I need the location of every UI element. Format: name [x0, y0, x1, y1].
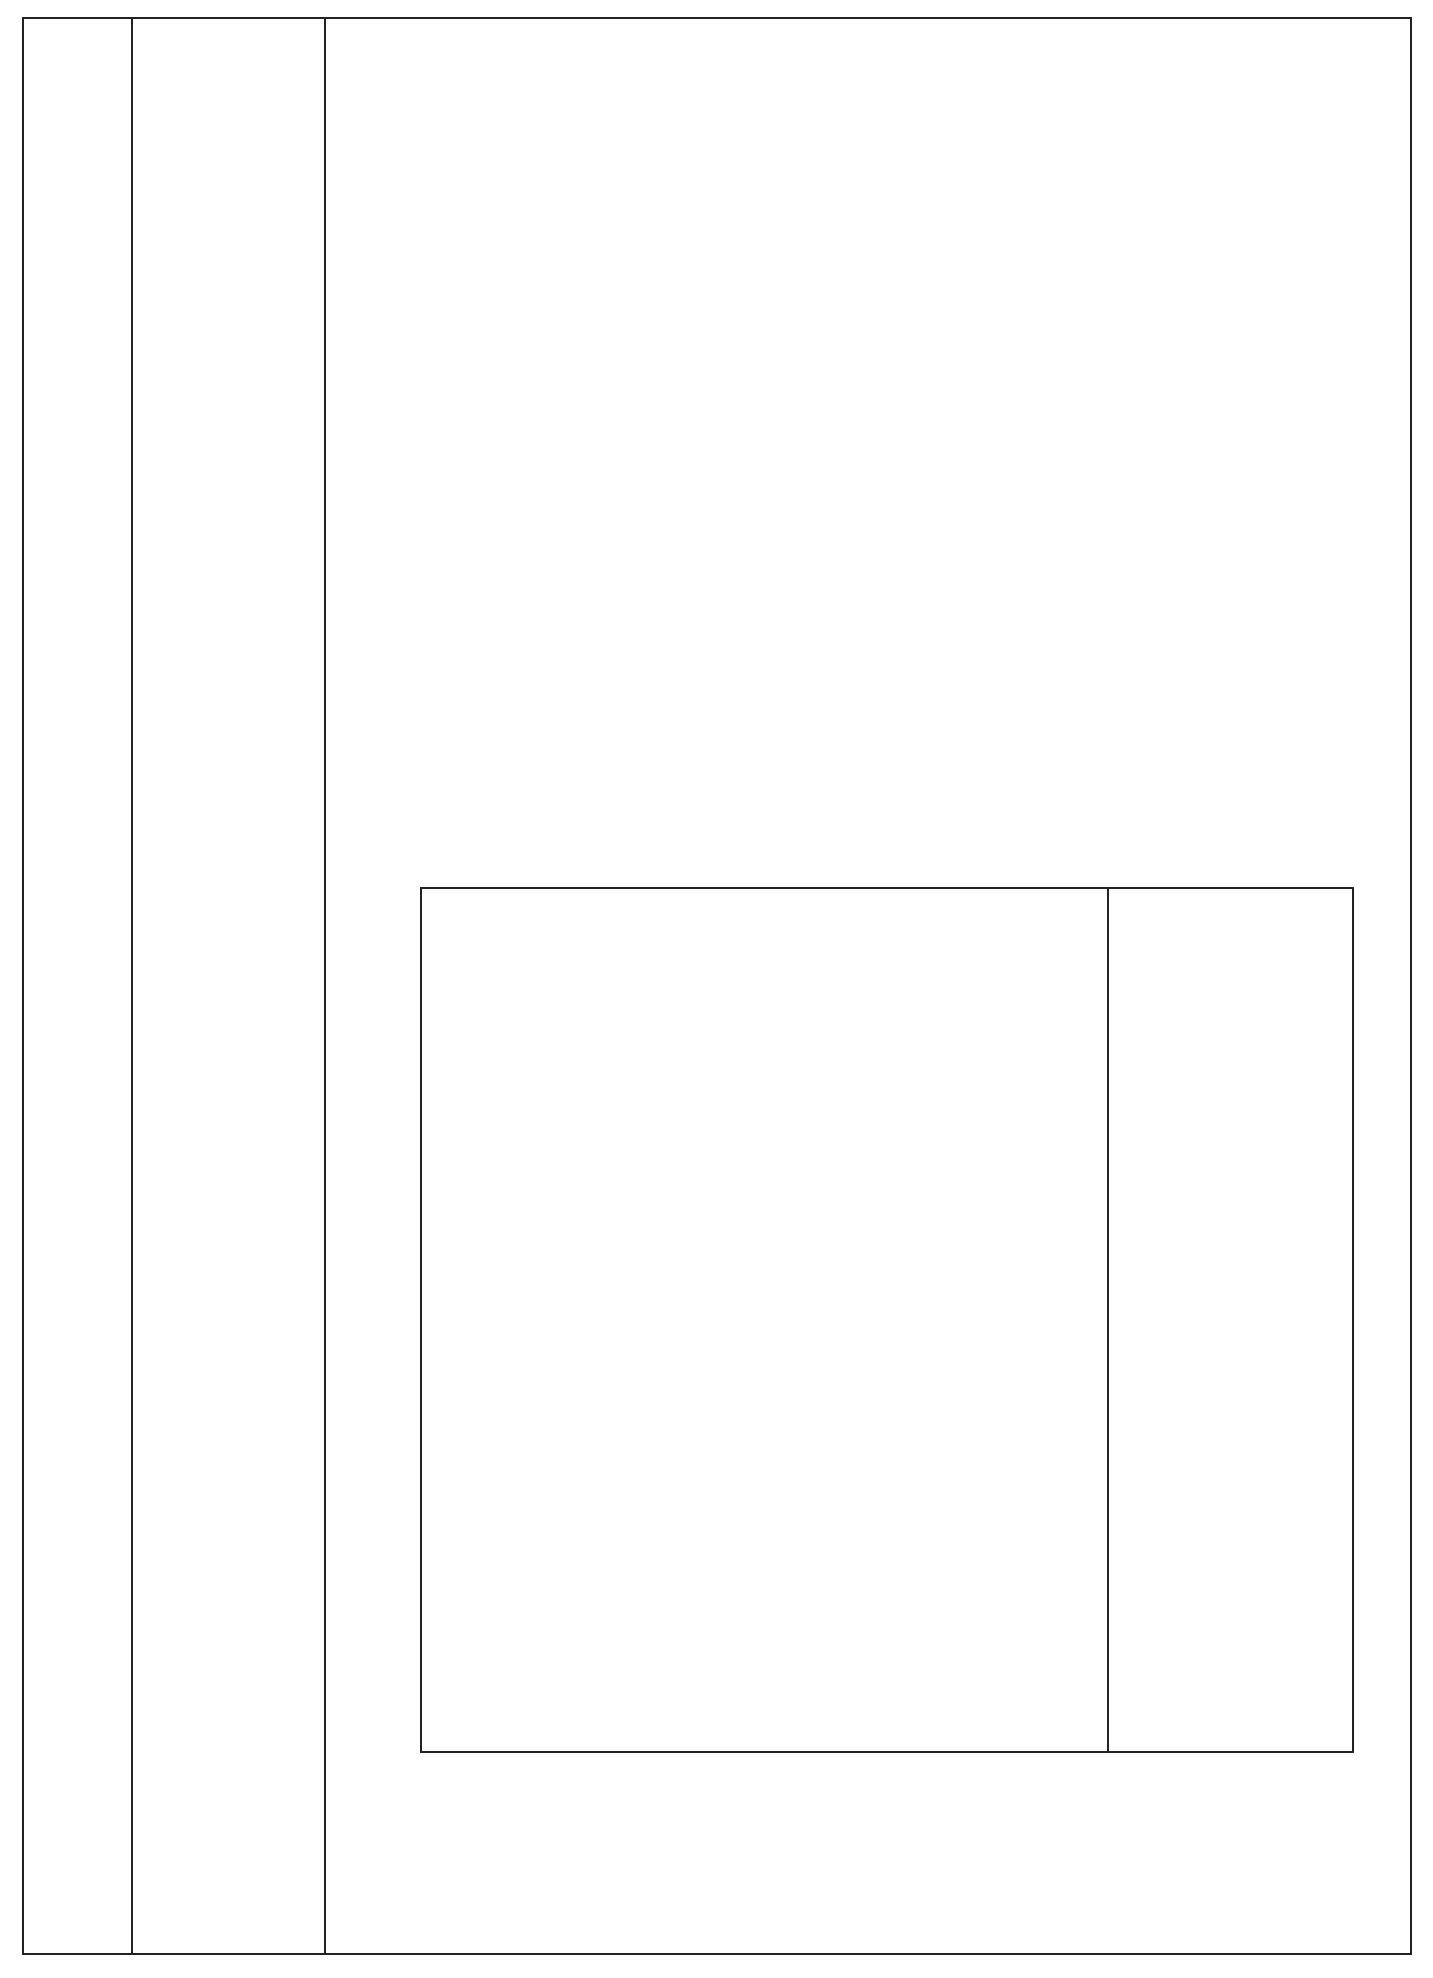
header-limit	[1108, 888, 1353, 1752]
content-cell	[326, 19, 1410, 1953]
page-frame	[22, 17, 1412, 1955]
table-header-row	[421, 888, 1353, 1752]
fire-resistance-table	[420, 887, 1354, 1753]
header-name	[421, 888, 1108, 1752]
column-divider-1	[131, 19, 133, 1953]
